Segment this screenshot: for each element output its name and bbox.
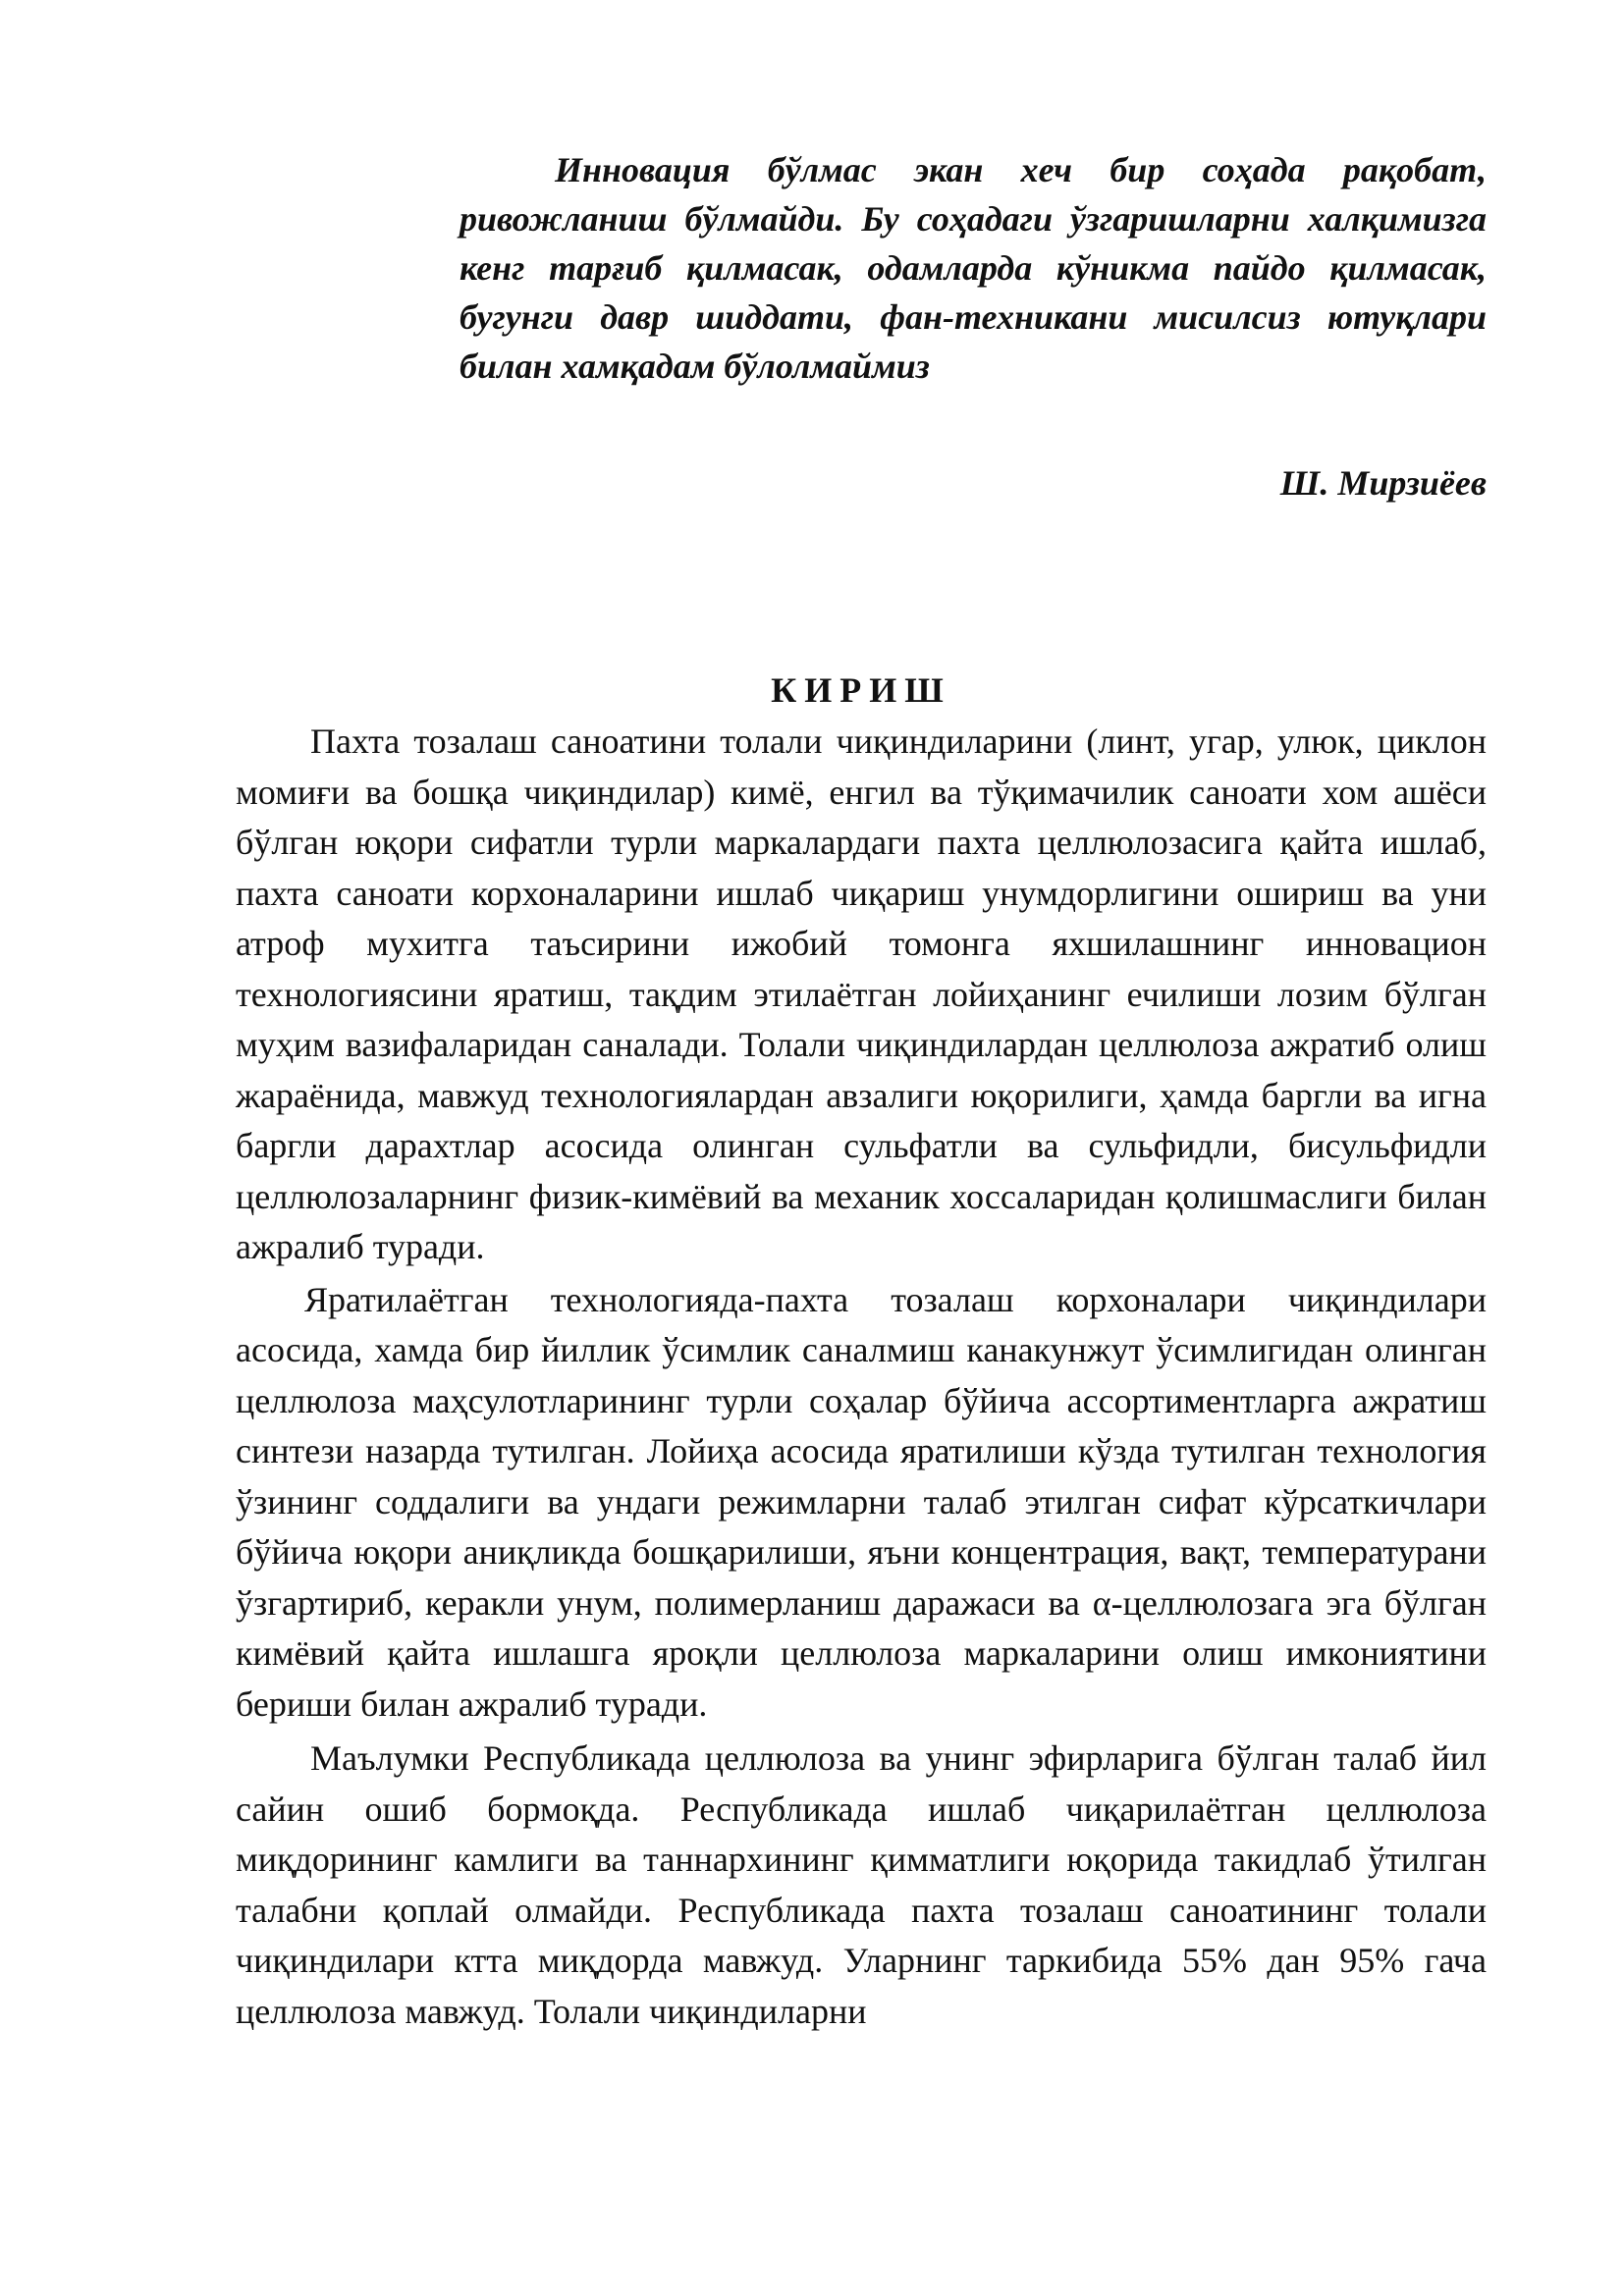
body-paragraph-3: Маълумки Республикада целлюлоза ва унинг эфирларига бўлган талаб йил сайин ошиб бормоқда. Республикада ишлаб чиқарилаётган целлюлоза миқдорининг камлиги ва таннархининг қимматлиги юқорида такидлаб ўтилган талабни қоплай олмайди. Республикада пахта тозалаш саноатининг толали чиқиндилари ктта миқдорда мавжуд. Уларнинг таркибида 55% дан 95% гача целлюлоза мавжуд. Толали чиқиндиларни	[236, 1738, 1487, 2031]
body-paragraph-1: Пахта тозалаш саноатини толали чиқиндиларини (линт, угар, улюк, циклон момиғи ва бошқа чиқиндилар) кимё, енгил ва тўқимачилик саноати хом ашёси бўлган юқори сифатли турли маркалардаги пахта целлюлозасига қайта ишлаб, пахта саноати корхоналарини ишлаб чиқариш унумдорлигини ошириш ва уни атроф мухитга таъсирини ижобий томонга яхшилашнинг инновацион технологиясини яратиш, тақдим этилаётган лойиҳанинг ечилиши лозим бўлган муҳим вазифаларидан саналади. Толали чиқиндилардан целлюлоза ажратиб олиш жараёнида, мавжуд технологиялардан авзалиги юқорилиги, ҳамда баргли ва игна баргли дарахтлар асосида олинган сульфатли ва сульфидли, бисульфидли целлюлозаларнинг физик-кимёвий ва механик хоссаларидан қолишмаслиги билан ажралиб туради.	[236, 721, 1487, 1266]
section-body	[236, 717, 1487, 2037]
epigraph-author: Ш. Мирзиёев	[1279, 463, 1487, 503]
section-heading: КИРИШ	[771, 670, 951, 710]
body-paragraph-2: Яратилаётган технологияда-пахта тозалаш корхоналари чиқиндилари асосида, хамда бир йиллик ўсимлик саналмиш канакунжут ўсимлигидан олинган целлюлоза маҳсулотларининг турли соҳалар бўйича ассортиментларга ажратиш синтези назарда тутилган. Лойиҳа асосида яратилиши кўзда тутилган технология ўзининг соддалиги ва ундаги режимларни талаб этилган сифат кўрсаткичлари бўйича юқори аниқликда бошқарилиши, яъни концентрация, вақт, температурани ўзгартириб, керакли унум, полимерланиш даражаси ва α-целлюлозага эга бўлган кимёвий қайта ишлашга яроқли целлюлоза маркаларини олиш имкониятини бериши билан ажралиб туради.	[236, 1279, 1487, 1724]
epigraph-quote: Инновация бўлмас экан хеч бир соҳада рақобат, ривожланиш бўлмайди. Бу соҳадаги ўзгаришларни халқимизга кенг тарғиб қилмасак, одамларда кўникма пайдо қилмасак, бугунги давр шиддати, фан-техникани мисилсиз ютуқлари билан хамқадам бўлолмаймиз	[460, 150, 1487, 386]
